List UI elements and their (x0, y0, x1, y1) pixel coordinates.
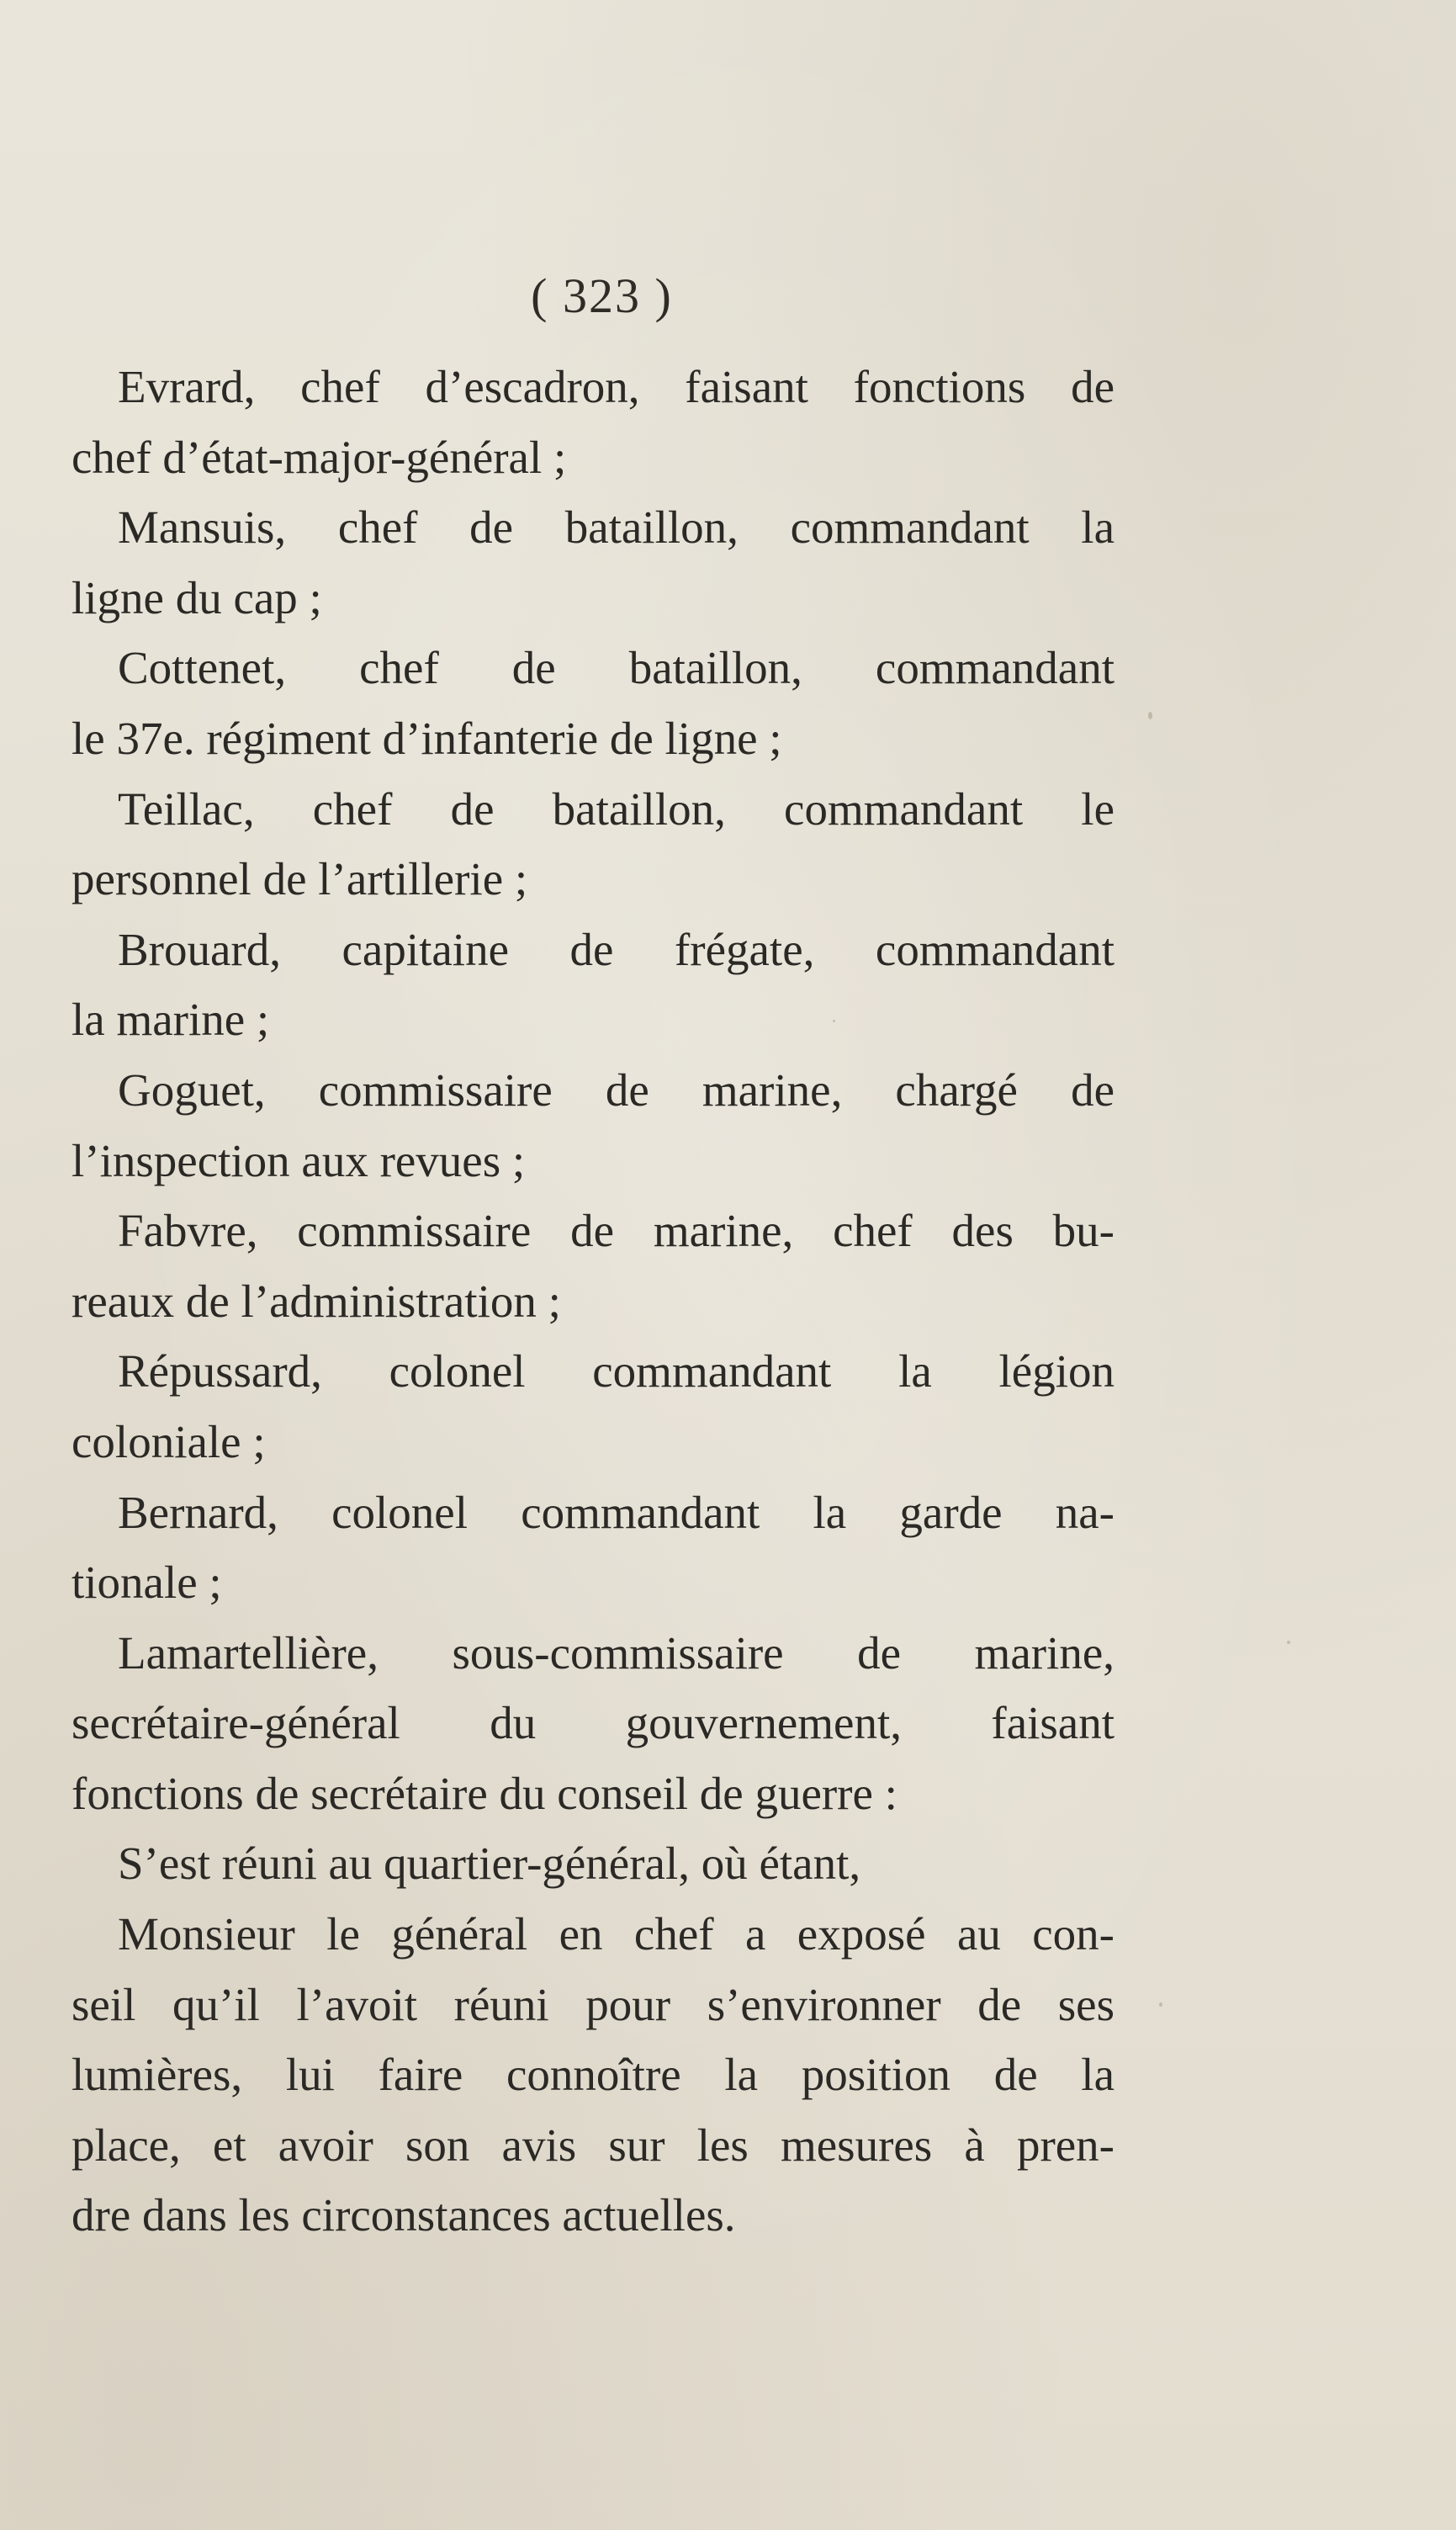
text-line: secrétaire-général du gouvernement, faisant (71, 1697, 1115, 1749)
text-line: coloniale ; (71, 1415, 266, 1467)
text-line: Brouard, capitaine de frégate, commandant (118, 923, 1115, 975)
paper-speck (1148, 712, 1152, 719)
text-line: chef d’état-major-général ; (71, 431, 567, 483)
paragraph-brouard (71, 915, 1115, 1055)
paragraph-repussard (71, 1336, 1115, 1477)
paragraph-teillac (71, 774, 1115, 915)
text-line: Goguet, commissaire de marine, chargé de (118, 1063, 1115, 1116)
paper-speck (833, 1020, 835, 1022)
text-line: S’est réuni au quartier-général, où étant, (118, 1838, 861, 1890)
text-line: Mansuis, chef de bataillon, commandant la (118, 501, 1115, 554)
text-line: Répussard, colonel commandant la légion (118, 1345, 1115, 1398)
text-line: Monsieur le général en chef a exposé au con- (118, 1908, 1115, 1960)
text-line: l’inspection aux revues ; (71, 1134, 526, 1186)
paper-speck (1159, 2002, 1162, 2007)
text-line: place, et avoir son avis sur les mesures à pren- (71, 2119, 1115, 2171)
text-line: Evrard, chef d’escadron, faisant fonctions de (118, 361, 1115, 412)
paragraph-mansuis (71, 492, 1115, 633)
text-line: tionale ; (71, 1557, 222, 1609)
text-line: le 37e. régiment d’infanterie de ligne ; (71, 712, 782, 764)
text-line: Lamartellière, sous-commissaire de marine, (118, 1626, 1115, 1679)
paragraph-bernard (71, 1477, 1115, 1618)
text-line: seil qu’il l’avoit réuni pour s’environner de ses (71, 1978, 1115, 2030)
text-line: ligne du cap ; (71, 571, 322, 623)
text-line: fonctions de secrétaire du conseil de guerre : (71, 1767, 897, 1819)
text-line: la marine ; (71, 994, 270, 1046)
paragraph-fabvre (71, 1196, 1115, 1336)
paper-speck (1287, 1641, 1290, 1644)
text-line: Fabvre, commissaire de marine, chef des bu- (118, 1205, 1115, 1257)
text-line: Teillac, chef de bataillon, commandant le (118, 782, 1115, 835)
text-line: Cottenet, chef de bataillon, commandant (118, 642, 1115, 694)
page-number: ( 323 ) (531, 268, 673, 323)
text-line: reaux de l’administration ; (71, 1275, 561, 1327)
paragraph-evrard (71, 352, 1115, 492)
paragraph-lamartelliere (71, 1618, 1115, 1829)
text-line: dre dans les circonstances actuelles. (71, 2189, 736, 2241)
text-body (71, 352, 1115, 2251)
text-line: personnel de l’artillerie ; (71, 853, 528, 905)
text-line: Bernard, colonel commandant la garde na- (118, 1486, 1115, 1538)
paragraph-reunion (71, 1828, 1115, 1899)
paragraph-cottenet (71, 633, 1115, 773)
paragraph-general (71, 1899, 1115, 2251)
text-line: lumières, lui faire connoître la position de la (71, 2049, 1115, 2101)
paragraph-goguet (71, 1055, 1115, 1196)
